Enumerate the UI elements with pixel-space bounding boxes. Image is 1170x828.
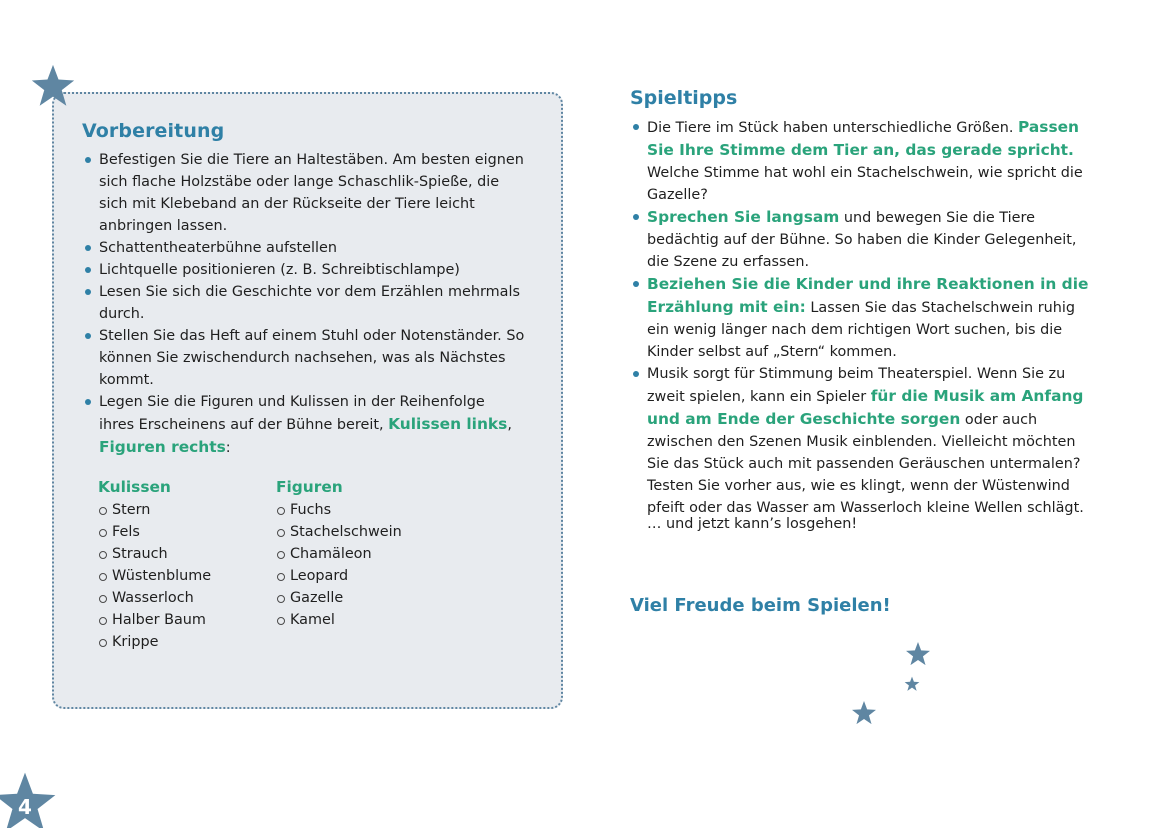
list-item: Stern	[98, 499, 211, 521]
farewell-heading: Viel Freude beim Spielen!	[630, 595, 891, 616]
list-item: Die Tiere im Stück haben unterschiedliche Größen. Passen Sie Ihre Stimme dem Tier an, das gerade spricht. Welche Stimme hat wohl ein Stachelschwein, wie spricht die Gazelle?	[630, 116, 1100, 206]
closing-line: … und jetzt kann’s losgehen!	[647, 516, 858, 532]
list-item: Sprechen Sie langsam und bewegen Sie die Tiere bedächtig auf der Bühne. So haben die Kinder Gelegenheit, die Szene zu erfassen.	[630, 206, 1100, 273]
list-item: Lichtquelle positionieren (z. B. Schreibtischlampe)	[82, 259, 527, 281]
list-item: Lesen Sie sich die Geschichte vor dem Erzählen mehrmals durch.	[82, 281, 527, 325]
list-item: Chamäleon	[276, 543, 402, 565]
list-item: Beziehen Sie die Kinder und ihre Reaktionen in die Erzählung mit ein: Lassen Sie das Stachelschwein ruhig ein wenig länger nach dem richtigen Wort suchen, bis die Kinder selbst auf „Stern“ kommen.	[630, 273, 1100, 363]
star-icon	[905, 641, 931, 667]
list-item: Wasserloch	[98, 587, 211, 609]
scenery-heading: Kulissen	[98, 478, 171, 496]
list-item: Schattentheaterbühne aufstellen	[82, 237, 527, 259]
list-item: Krippe	[98, 631, 211, 653]
list-item: Stachelschwein	[276, 521, 402, 543]
figures-list	[276, 499, 402, 631]
list-item: Fels	[98, 521, 211, 543]
list-item: Kamel	[276, 609, 402, 631]
list-item: Legen Sie die Figuren und Kulissen in der Reihenfolge ihres Erscheinens auf der Bühne bereit, Kulissen links, Figuren rechts:	[82, 391, 527, 459]
figures-heading: Figuren	[276, 478, 343, 496]
tips-title: Spieltipps	[630, 87, 738, 109]
star-icon	[904, 676, 920, 692]
list-item: Strauch	[98, 543, 211, 565]
preparation-title: Vorbereitung	[82, 120, 225, 142]
list-item: Musik sorgt für Stimmung beim Theaterspiel. Wenn Sie zu zweit spielen, kann ein Spieler für die Musik am Anfang und am Ende der Geschichte sorgen oder auch zwischen den Szenen Musik einblenden. Vielleicht möchten Sie das Stück auch mit passenden Geräuschen untermalen? Testen Sie vorher aus, wie es klingt, wenn der Wüstenwind pfeift oder das Wasser am Wasserloch kleine Wellen schlägt.	[630, 363, 1100, 519]
star-icon	[851, 700, 877, 726]
star-icon	[30, 63, 76, 109]
list-item: Stellen Sie das Heft auf einem Stuhl oder Notenständer. So können Sie zwischendurch nachsehen, was als Nächstes kommt.	[82, 325, 527, 391]
preparation-list	[82, 149, 527, 459]
list-item: Befestigen Sie die Tiere an Haltestäben. Am besten eignen sich flache Holzstäbe oder lange Schaschlik-Spieße, die sich mit Klebeband an der Rückseite der Tiere leicht anbringen lassen.	[82, 149, 527, 237]
list-item: Halber Baum	[98, 609, 211, 631]
scenery-list	[98, 499, 211, 653]
tips-list	[630, 116, 1100, 519]
list-item: Leopard	[276, 565, 402, 587]
page-number: 4	[18, 795, 32, 819]
list-item: Fuchs	[276, 499, 402, 521]
list-item: Gazelle	[276, 587, 402, 609]
list-item: Wüstenblume	[98, 565, 211, 587]
